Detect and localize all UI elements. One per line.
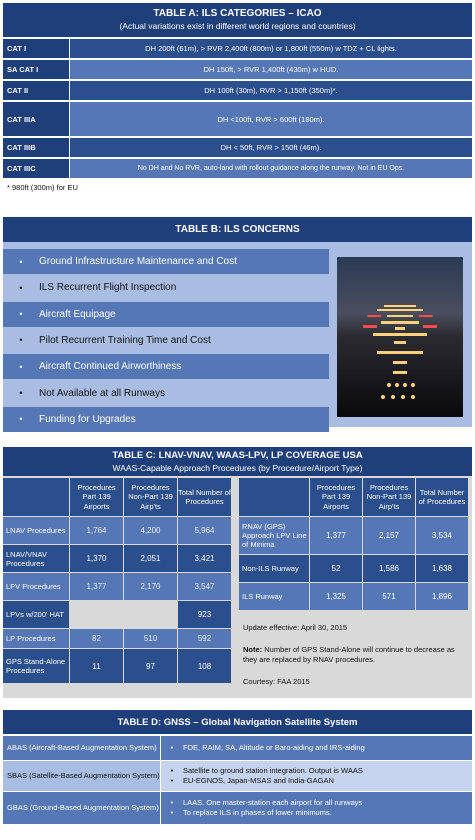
note-text (243, 645, 469, 665)
table-a-row (3, 60, 472, 79)
bullet-icon: • (19, 361, 23, 372)
update-text: Update effective: April 30, 2015 (243, 623, 348, 632)
left-cell: 11 (70, 649, 123, 683)
table-b-title: TABLE B: ILS CONCERNS (175, 224, 300, 235)
left-header-corner (3, 478, 69, 516)
right-cell: 571 (363, 583, 415, 610)
concern-item (3, 249, 329, 274)
gnss-label: ABAS (Aircraft-Based Augmentation System) (3, 736, 160, 760)
right-cell: 1,377 (310, 517, 362, 554)
bullet-icon: • (19, 309, 23, 320)
left-cell: 923 (178, 601, 231, 628)
row-value: DH < 50ft, RVR > 150ft (46m). (70, 138, 472, 157)
gnss-item (161, 743, 472, 753)
bullet-icon: • (170, 776, 174, 785)
concern-item (3, 275, 329, 300)
gnss-item (161, 798, 472, 808)
gnss-items (161, 792, 472, 824)
left-row-label: LPVs w/200' HAT (3, 601, 69, 628)
right-row-label: RNAV (GPS) Approach LPV Line of Minima (239, 517, 309, 554)
table-a (3, 3, 472, 199)
left-cell: 1,370 (70, 545, 123, 572)
table-a-title: TABLE A: ILS CATEGORIES – ICAO (153, 8, 322, 19)
right-cell: 1,638 (416, 555, 468, 582)
bullet-icon: • (170, 797, 174, 807)
row-label: SA CAT I (3, 60, 69, 79)
row-value: DH 150ft, > RVR 1,400ft (430m) w HUD. (70, 60, 472, 79)
runway-lights-image (337, 257, 463, 417)
table-d-title: TABLE D: GNSS – Global Navigation Satellite System (117, 716, 358, 728)
table-a-row (3, 39, 472, 58)
left-cell (124, 601, 177, 628)
left-cell: 510 (124, 629, 177, 648)
left-cell: 97 (124, 649, 177, 683)
table-c-left (3, 478, 235, 698)
concern-item (3, 302, 329, 327)
left-col-header: Procedures Non-Part 139 Airp'ts (124, 478, 177, 516)
left-row-label: LPV Procedures (3, 573, 69, 600)
bullet-icon: • (19, 414, 23, 425)
table-c-title: TABLE C: LNAV-VNAV, WAAS-LPV, LP COVERAGE USA (112, 450, 363, 461)
row-value: DH 200ft (61m), > RVR 2,400ft (800m) or 1,800ft (550m) w TDZ + CL lights. (70, 39, 472, 58)
table-d (3, 710, 472, 840)
gnss-label: SBAS (Satellite-Based Augmentation System) (3, 761, 160, 791)
table-b (3, 217, 472, 427)
right-col-header: Total Number of Procedures (416, 478, 468, 516)
right-header-corner (239, 478, 309, 516)
left-cell (70, 601, 123, 628)
table-c (3, 447, 472, 698)
right-cell: 1,325 (310, 583, 362, 610)
concern-label: Funding for Upgrades (39, 413, 136, 425)
left-cell: 82 (70, 629, 123, 648)
concern-item (3, 381, 329, 406)
table-b-header (3, 217, 472, 242)
right-col-header: Procedures Non-Part 139 Airp'ts (363, 478, 415, 516)
gnss-item-text: To replace ILS in phases of lower minimums. (183, 808, 332, 817)
left-row-label: LP Procedures (3, 629, 69, 648)
table-d-header (3, 710, 472, 734)
concern-item (3, 354, 329, 379)
row-label: CAT IIIC (3, 159, 69, 178)
notes-block (243, 623, 469, 688)
left-row-label: LNAV/VNAV Procedures (3, 545, 69, 572)
table-a-row (3, 81, 472, 100)
bullet-icon: • (170, 742, 174, 752)
concern-label: Aircraft Continued Airworthiness (39, 361, 182, 373)
row-label: CAT IIIA (3, 102, 69, 136)
table-a-footnote: * 980ft (300m) for EU (7, 183, 78, 192)
row-value: DH <100ft, RVR > 600ft (180m). (70, 102, 472, 136)
gnss-item (161, 776, 472, 786)
concern-label: ILS Recurrent Flight Inspection (39, 282, 177, 294)
table-c-subtitle: WAAS-Capable Approach Procedures (by Procedure/Airport Type) (112, 463, 363, 473)
table-c-right (239, 478, 472, 698)
left-col-header: Procedures Part 139 Airports (70, 478, 123, 516)
gnss-item (161, 808, 472, 818)
left-cell: 4,200 (124, 517, 177, 544)
note-label: Note: (243, 645, 263, 655)
gnss-item (161, 766, 472, 776)
left-row-label: LNAV Procedures (3, 517, 69, 544)
gnss-item-text: FDE, RAIM, SA, Altitude or Baro-aiding and IRS-aiding (183, 742, 365, 752)
gnss-label: GBAS (Ground-Based Augmentation System) (3, 792, 160, 824)
bullet-icon: • (19, 282, 23, 293)
left-cell: 3,547 (178, 573, 231, 600)
right-cell: 2,157 (363, 517, 415, 554)
bullet-icon: • (19, 335, 23, 346)
table-a-header (3, 3, 472, 37)
concern-label: Ground Infrastructure Maintenance and Cost (39, 256, 237, 267)
gnss-items (161, 736, 472, 760)
right-cell: 1,586 (363, 555, 415, 582)
bullet-icon: • (19, 388, 23, 398)
runway-night-photo (337, 257, 463, 417)
concern-item (3, 407, 329, 432)
concern-label: Not Available at all Runways (39, 387, 165, 399)
table-a-subtitle: (Actual variations exist in different world regions and countries) (119, 21, 356, 31)
left-cell: 2,170 (124, 573, 177, 600)
table-a-row (3, 159, 472, 178)
left-cell: 592 (178, 629, 231, 648)
right-col-header: Procedures Part 139 Airports (310, 478, 362, 516)
left-cell: 1,377 (70, 573, 123, 600)
left-cell: 5,964 (178, 517, 231, 544)
left-cell: 108 (178, 649, 231, 683)
gnss-item-text: Satellite to ground station integration. Output is WAAS (183, 765, 363, 775)
row-label: CAT IIIB (3, 138, 69, 157)
left-cell: 1,764 (70, 517, 123, 544)
right-row-label: Non-ILS Runway (239, 555, 309, 582)
bullet-icon: • (170, 808, 174, 817)
table-a-row (3, 102, 472, 136)
gnss-items (161, 761, 472, 791)
gnss-item-text: EU-EGNOS, Japan-MSAS and India-GAGAN (183, 776, 334, 785)
bullet-icon: • (170, 765, 174, 775)
bullet-icon: • (19, 256, 23, 267)
note-body: Number of GPS Stand-Alone will continue to decrease as they are replaced by RNAV procedures. (243, 645, 455, 665)
left-cell: 2,051 (124, 545, 177, 572)
left-col-header: Total Number of Procedures (178, 478, 231, 516)
row-label: CAT I (3, 39, 69, 58)
courtesy-text: Courtesy: FAA 2015 (243, 677, 310, 687)
concern-label: Pilot Recurrent Training Time and Cost (39, 334, 211, 346)
table-a-row (3, 138, 472, 157)
row-label: CAT II (3, 81, 69, 100)
right-cell: 52 (310, 555, 362, 582)
right-row-label: ILS Runway (239, 583, 309, 610)
row-value: DH 100ft (30m), RVR > 1,150ft (350m)*. (70, 81, 472, 100)
concern-item (3, 328, 329, 353)
right-cell: 1,896 (416, 583, 468, 610)
row-value: No DH and No RVR, auto-land with rollout guidance along the runway. Not in EU Ops. (70, 159, 472, 178)
left-row-label: GPS Stand-Alone Procedures (3, 649, 69, 683)
left-cell: 3,421 (178, 545, 231, 572)
right-cell: 3,534 (416, 517, 468, 554)
table-c-header (3, 447, 472, 476)
concern-label: Aircraft Equipage (39, 308, 116, 320)
gnss-item-text: LAAS. One master-station each airport for all runways (183, 797, 363, 807)
